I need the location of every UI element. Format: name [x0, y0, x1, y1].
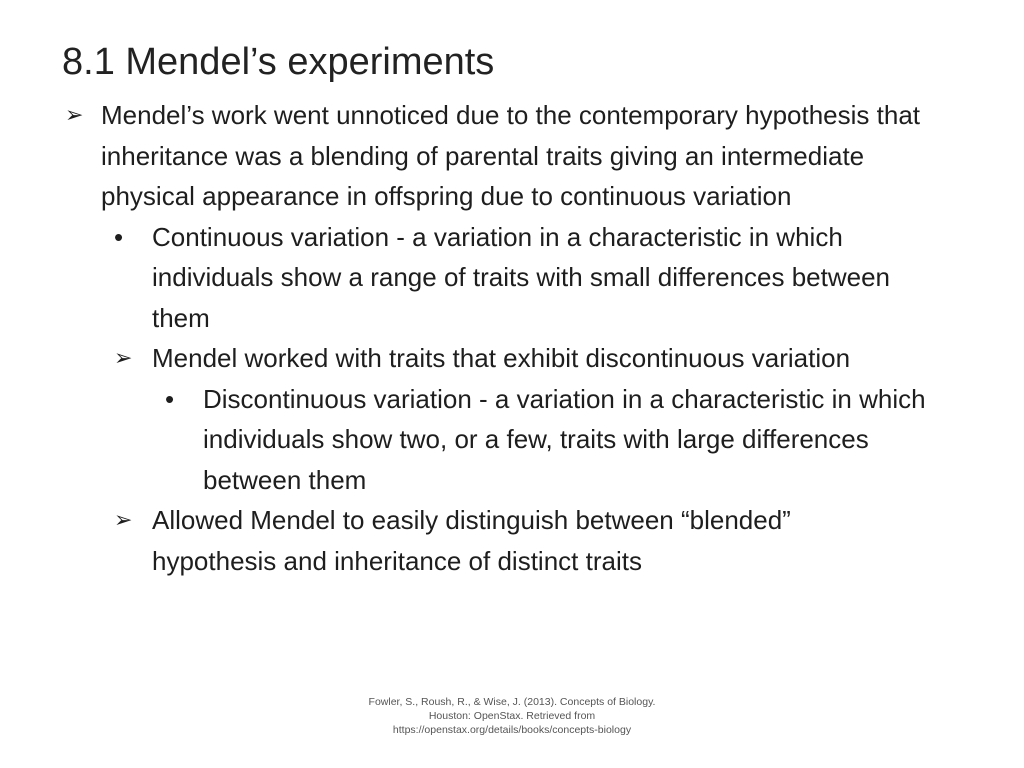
bullet-text: Discontinuous variation - a variation in a characteristic in which individuals show two, or a few, traits with large differences between them — [203, 383, 926, 495]
bullet-item — [0, 500, 912, 581]
bullet-list — [0, 95, 1024, 581]
dot-bullet-icon: • — [165, 383, 175, 414]
bullet-text: Continuous variation - a variation in a characteristic in which individuals show a range of traits with small differences between them — [152, 221, 891, 333]
bullet-text: Allowed Mendel to easily distinguish between “blended” hypothesis and inheritance of distinct traits — [152, 505, 791, 576]
bullet-item — [0, 379, 953, 501]
citation-line: Houston: OpenStax. Retrieved from — [428, 710, 596, 722]
citation — [312, 695, 712, 737]
dot-bullet-icon: • — [114, 221, 124, 252]
arrow-bullet-icon: ➢ — [114, 345, 133, 370]
bullet-text: Mendel worked with traits that exhibit discontinuous variation — [152, 343, 851, 373]
bullet-item — [0, 217, 912, 339]
slide-title: 8.1 Mendel’s experiments — [62, 41, 495, 83]
arrow-bullet-icon: ➢ — [65, 102, 84, 127]
bullet-item — [0, 338, 912, 379]
bullet-text: Mendel’s work went unnoticed due to the contemporary hypothesis that inheritance was a blending of parental traits giving an intermediate physical appearance in offspring due to continuous variation — [101, 100, 920, 211]
arrow-bullet-icon: ➢ — [114, 507, 133, 532]
citation-line: Fowler, S., Roush, R., & Wise, J. (2013). Concepts of Biology. — [368, 696, 656, 708]
citation-url: https://openstax.org/details/books/concepts-biology — [392, 724, 632, 736]
bullet-item — [0, 95, 921, 217]
